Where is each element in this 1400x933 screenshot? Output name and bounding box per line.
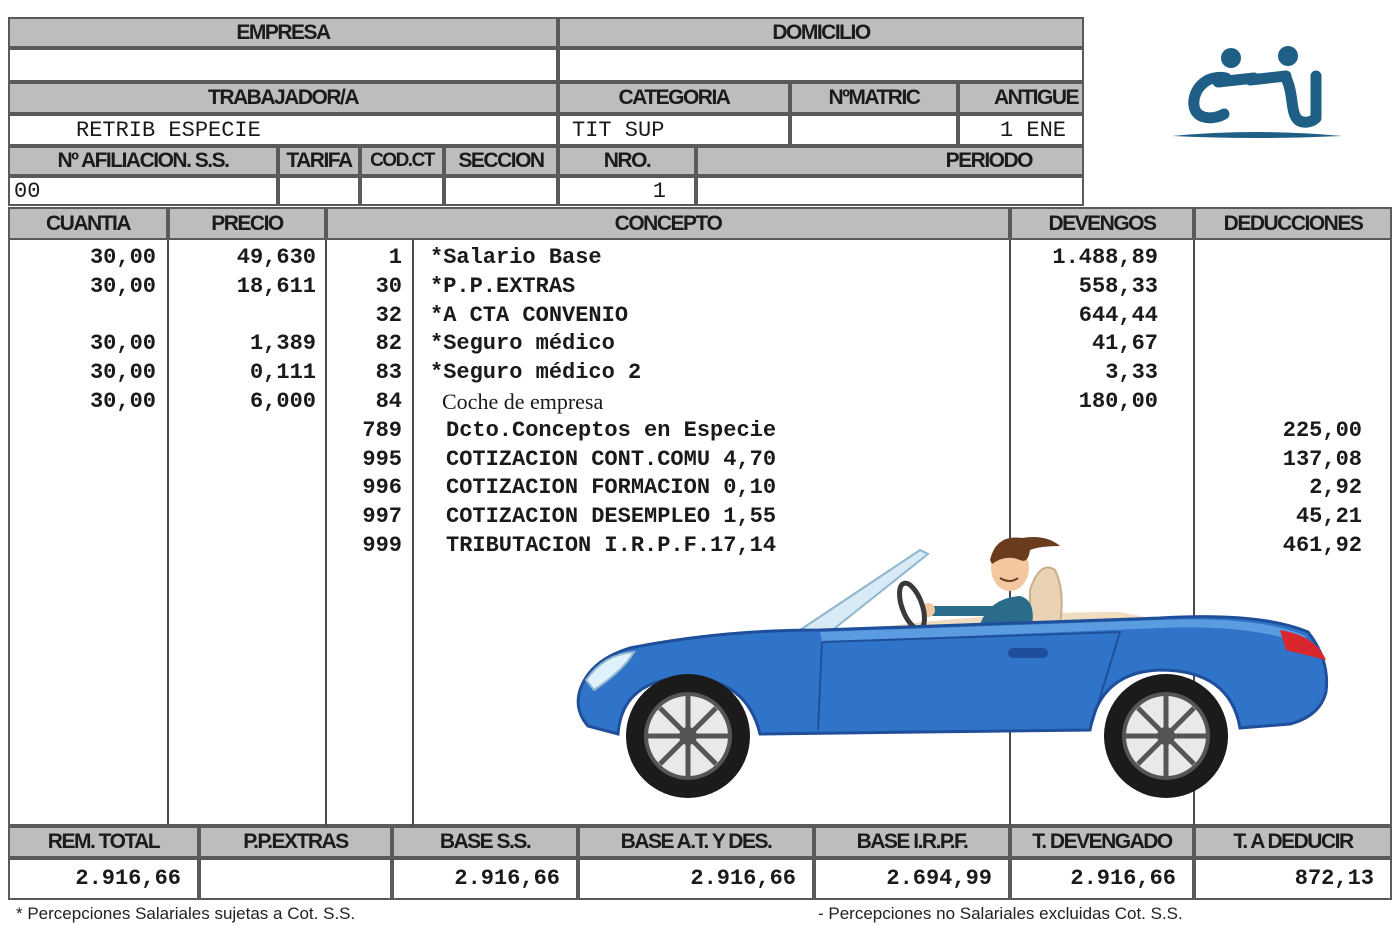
pp-extras-value	[199, 858, 392, 900]
base-at-des-header	[578, 826, 814, 858]
col-divider	[412, 240, 414, 826]
cell-devengo: 1.488,89	[1052, 245, 1158, 270]
rem-total-header	[8, 826, 199, 858]
cell-code: 789	[362, 417, 402, 443]
deducciones-label: DEDUCCIONES	[1223, 211, 1363, 235]
cell-concept: TRIBUTACION I.R.P.F.17,14	[446, 533, 777, 558]
base-ss-label: BASE S.S.	[439, 830, 531, 853]
domicilio-label: DOMICILIO	[772, 20, 870, 44]
cell-concept: *Seguro médico	[430, 331, 615, 357]
cell-concept: COTIZACION FORMACION 0,10	[446, 475, 777, 501]
trabajador-header	[8, 82, 558, 114]
footer-note-left: * Percepciones Salariales sujetas a Cot. S.S.	[16, 904, 356, 923]
cell-concept: *Seguro médico 2	[430, 360, 642, 386]
antiguedad-value: 1 ENE	[958, 114, 1084, 146]
devengos-header	[1010, 207, 1194, 240]
seccion-header	[444, 146, 558, 176]
periodo-header	[696, 146, 1084, 176]
cell-code: 999	[362, 533, 402, 558]
tarifa-label: TARIFA	[286, 149, 352, 172]
base-irpf-header	[814, 826, 1010, 858]
domicilio-header	[558, 17, 1084, 48]
cell-deduccion: 2,92	[1309, 475, 1362, 501]
antiguedad-header	[958, 82, 1084, 114]
trabajador-label: TRABAJADOR/A	[208, 86, 358, 109]
pp-extras-header	[199, 826, 392, 858]
matric-value-cell	[790, 114, 958, 146]
cell-concept: Dcto.Conceptos en Especie	[446, 417, 777, 443]
pp-extras-label: P.P.EXTRAS	[243, 830, 348, 853]
tarifa-header	[278, 146, 360, 176]
t-deducir-label: T. A DEDUCIR	[1233, 830, 1353, 853]
empresa-header	[8, 17, 558, 48]
cell-deduccion: 225,00	[1282, 417, 1362, 443]
cuantia-header	[8, 207, 168, 240]
tarifa-value-cell	[278, 176, 360, 206]
cell-devengo: 558,33	[1078, 273, 1158, 299]
cell-concept: COTIZACION DESEMPLEO 1,55	[446, 504, 777, 530]
afiliacion-header	[8, 146, 278, 176]
cell-code: 32	[375, 302, 402, 328]
cell-precio: 1,389	[249, 331, 316, 357]
cell-code: 30	[375, 273, 402, 299]
col-divider	[325, 240, 327, 826]
base-at-des-value: 2.916,66	[578, 858, 814, 900]
cell-cuantia: 30,00	[89, 245, 156, 270]
base-irpf-label: BASE I.R.P.F.	[856, 830, 968, 853]
categoria-value: TIT SUP	[558, 114, 790, 146]
cell-devengo: 180,00	[1078, 389, 1158, 414]
col-divider	[167, 240, 169, 826]
cuantia-label: CUANTIA	[46, 211, 130, 235]
t-devengado-label: T. DEVENGADO	[1032, 830, 1172, 853]
matric-label: NºMATRIC	[828, 86, 920, 109]
cell-devengo: 644,44	[1078, 302, 1158, 328]
cell-deduccion: 45,21	[1295, 504, 1362, 530]
empresa-value-cell	[8, 48, 558, 82]
cell-devengo: 41,67	[1091, 331, 1158, 357]
empresa-label: EMPRESA	[236, 20, 330, 44]
convertible-car-illustration	[560, 520, 1340, 810]
cell-precio: 6,000	[249, 389, 316, 414]
cell-cuantia: 30,00	[89, 389, 156, 414]
base-irpf-value: 2.694,99	[814, 858, 1010, 900]
nro-label: NRO.	[603, 149, 651, 172]
codct-value-cell	[360, 176, 444, 206]
t-deducir-value: 872,13	[1194, 858, 1392, 900]
cell-cuantia: 30,00	[89, 273, 156, 299]
concepto-label: CONCEPTO	[614, 211, 722, 235]
cell-concept: COTIZACION CONT.COMU 4,70	[446, 446, 777, 472]
people-logo-icon	[1166, 40, 1346, 148]
cell-code: 997	[362, 504, 402, 530]
periodo-label: PERIODO	[945, 149, 1032, 172]
afiliacion-label: Nº AFILIACION. S.S.	[57, 149, 229, 172]
base-at-des-label: BASE A.T. Y DES.	[620, 830, 772, 853]
cell-deduccion: 137,08	[1282, 446, 1362, 472]
seccion-label: SECCION	[458, 149, 544, 172]
cell-precio: 0,111	[249, 360, 316, 386]
precio-label: PRECIO	[211, 211, 283, 235]
cell-code: 83	[375, 360, 402, 386]
devengos-label: DEVENGOS	[1048, 211, 1156, 235]
cell-precio: 49,630	[236, 245, 316, 270]
cell-code: 1	[388, 245, 402, 270]
base-ss-header	[392, 826, 578, 858]
codct-header	[360, 146, 444, 176]
categoria-header	[558, 82, 790, 114]
t-devengado-value: 2.916,66	[1010, 858, 1194, 900]
cell-deduccion: 461,92	[1282, 533, 1362, 558]
cell-concept: *A CTA CONVENIO	[430, 302, 629, 328]
cell-code: 995	[362, 446, 402, 472]
categoria-label: CATEGORIA	[618, 86, 730, 109]
nro-value: 1	[558, 176, 696, 206]
cell-cuantia: 30,00	[89, 331, 156, 357]
cell-code: 84	[375, 389, 402, 414]
t-deducir-header	[1194, 826, 1392, 858]
cell-concept: Coche de empresa	[442, 389, 604, 414]
cell-devengo: 3,33	[1105, 360, 1158, 386]
cell-code: 82	[375, 331, 402, 357]
cell-code: 996	[362, 475, 402, 501]
t-devengado-header	[1010, 826, 1194, 858]
base-ss-value: 2.916,66	[392, 858, 578, 900]
seccion-value-cell	[444, 176, 558, 206]
trabajador-value: RETRIB ESPECIE	[8, 114, 558, 146]
nro-header	[558, 146, 696, 176]
deducciones-header	[1194, 207, 1392, 240]
precio-header	[168, 207, 326, 240]
cell-concept: *P.P.EXTRAS	[430, 273, 576, 299]
matric-header	[790, 82, 958, 114]
footer-note-right: - Percepciones no Salariales excluidas Cot. S.S.	[818, 904, 1183, 923]
domicilio-value-cell	[558, 48, 1084, 82]
cell-cuantia: 30,00	[89, 360, 156, 386]
cell-precio: 18,611	[236, 273, 316, 299]
rem-total-value: 2.916,66	[8, 858, 199, 900]
cell-concept: *Salario Base	[430, 245, 602, 270]
antiguedad-label: ANTIGUE	[994, 86, 1078, 109]
periodo-value-cell	[696, 176, 1084, 206]
afiliacion-value: 00	[8, 176, 278, 206]
concepto-header	[326, 207, 1010, 240]
rem-total-label: REM. TOTAL	[47, 830, 160, 853]
codct-label: COD.CT	[370, 150, 434, 171]
